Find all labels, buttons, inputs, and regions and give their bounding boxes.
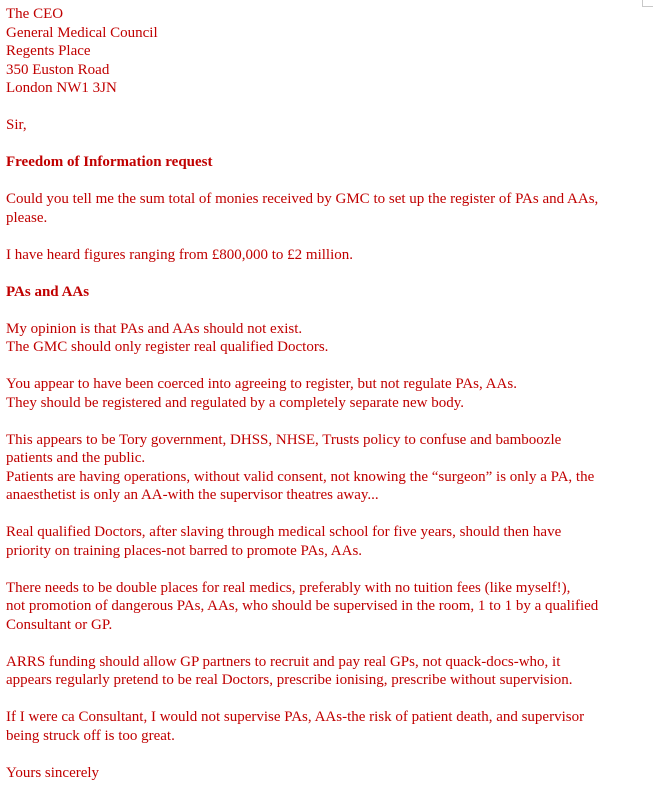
address-line: General Medical Council <box>6 24 158 41</box>
recipient-address <box>6 5 649 98</box>
paragraph-line: not promotion of dangerous PAs, AAs, who should be supervised in the room, 1 to 1 by a qualified <box>6 598 599 614</box>
paragraph <box>6 653 649 690</box>
paragraph <box>6 708 649 745</box>
letter-body <box>6 5 649 782</box>
section-heading-foi: Freedom of Information request <box>6 154 213 170</box>
blank-line <box>6 634 649 653</box>
address-line: The CEO <box>6 6 64 22</box>
paragraph-line: There needs to be double places for real medics, preferably with no tuition fees (like myself!), <box>6 579 571 596</box>
blank-line <box>6 745 649 764</box>
paragraph <box>6 579 649 635</box>
paragraph-line: patients and the public. <box>6 450 146 466</box>
address-line: Regents Place <box>6 43 91 59</box>
paragraph-line: If I were ca Consultant, I would not supervise PAs, AAs-the risk of patient death, and supervisor <box>6 709 585 725</box>
paragraph-line: My opinion is that PAs and AAs should not exist. <box>6 320 303 337</box>
paragraph-line: being struck off is too great. <box>6 727 175 744</box>
blank-line <box>6 357 649 376</box>
paragraph-line: They should be registered and regulated by a completely separate new body. <box>6 394 465 411</box>
blank-line <box>6 412 649 431</box>
paragraph <box>6 190 649 227</box>
blank-line <box>6 172 649 191</box>
paragraph-line: Patients are having operations, without valid consent, not knowing the “surgeon” is only a PA, the <box>6 468 595 485</box>
blank-line <box>6 264 649 283</box>
paragraph <box>6 246 649 265</box>
paragraph-line: anaesthetist is only an AA-with the supervisor theatres away... <box>6 487 379 503</box>
paragraph <box>6 523 649 560</box>
paragraph-line: You appear to have been coerced into agreeing to register, but not regulate PAs, AAs. <box>6 376 517 392</box>
blank-line <box>6 505 649 524</box>
paragraph-line: priority on training places-not barred to promote PAs, AAs. <box>6 542 363 559</box>
address-line: London NW1 3JN <box>6 80 117 96</box>
paragraph-line: Consultant or GP. <box>6 616 113 633</box>
address-line: 350 Euston Road <box>6 61 110 78</box>
section-heading-pas-aas: PAs and AAs <box>6 283 90 300</box>
blank-line <box>6 135 649 154</box>
paragraph-line: appears regularly pretend to be real Doctors, prescribe ionising, prescribe without supervision. <box>6 672 573 688</box>
paragraph-line: ARRS funding should allow GP partners to recruit and pay real GPs, not quack-docs-who, it <box>6 653 561 670</box>
paragraph-line: Real qualified Doctors, after slaving through medical school for five years, should then have <box>6 524 562 540</box>
blank-line <box>6 301 649 320</box>
closing: Yours sincerely <box>6 764 100 781</box>
blank-line <box>6 690 649 709</box>
paragraph-line: The GMC should only register real qualified Doctors. <box>6 339 329 355</box>
paragraph-line: I have heard figures ranging from £800,000 to £2 million. <box>6 246 354 263</box>
paragraph-line: This appears to be Tory government, DHSS, NHSE, Trusts policy to confuse and bamboozle <box>6 431 562 448</box>
paragraph-line: please. <box>6 209 48 226</box>
blank-line <box>6 560 649 579</box>
blank-line <box>6 98 649 117</box>
salutation: Sir, <box>6 117 27 133</box>
blank-line <box>6 227 649 246</box>
paragraph <box>6 431 649 505</box>
paragraph <box>6 375 649 412</box>
paragraph-line: Could you tell me the sum total of monies received by GMC to set up the register of PAs and AAs, <box>6 191 599 207</box>
paragraph <box>6 320 649 357</box>
